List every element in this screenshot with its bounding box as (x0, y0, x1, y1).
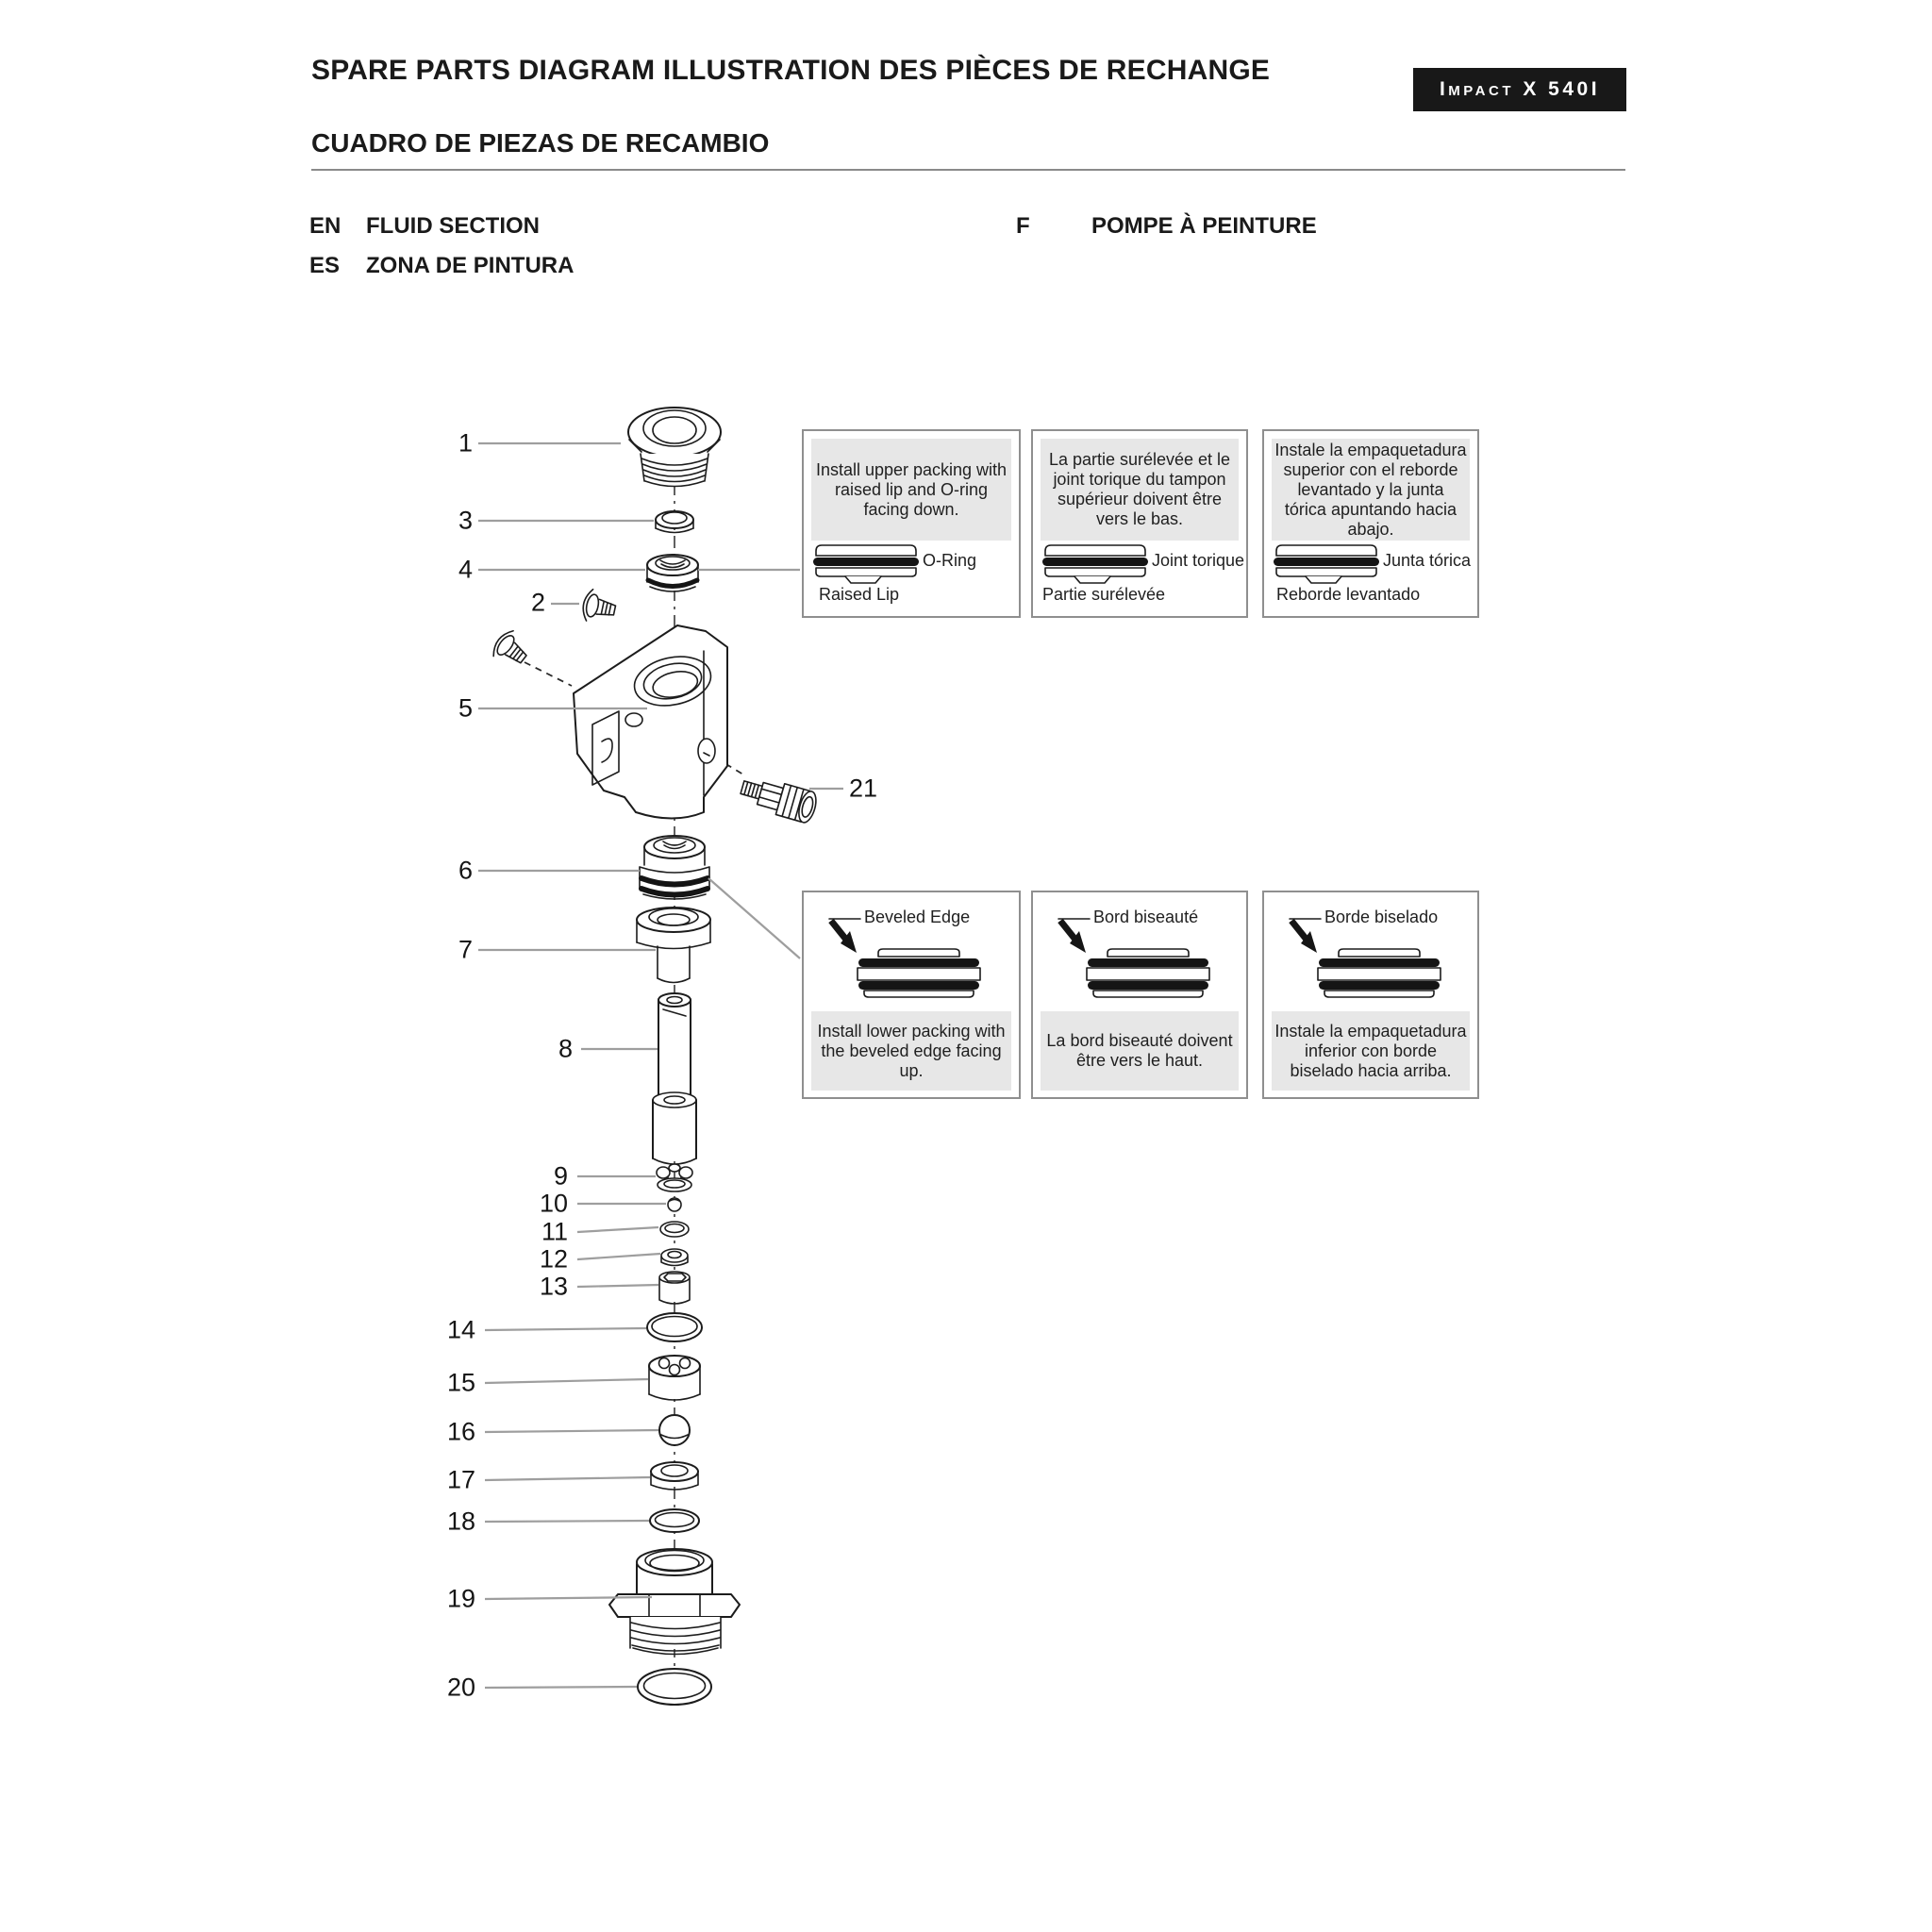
upper-packing-illustration (1274, 541, 1379, 587)
instruction-lower-fr: La bord biseauté doivent être vers le haut. (1041, 1011, 1239, 1091)
callout-upper-en (802, 429, 1021, 618)
part-17-seat-washer (651, 1462, 698, 1490)
part-15-valve-housing (649, 1356, 701, 1400)
arrow-shaft (831, 921, 846, 940)
part-label-11: 11 (541, 1217, 568, 1246)
body-screw (489, 627, 533, 672)
raised-lip-shape (1074, 576, 1110, 583)
part-10-ball (668, 1198, 681, 1211)
instruction-upper-en: Install upper packing with raised lip and O-ring facing down. (811, 439, 1011, 541)
lang-code-es: ES (309, 253, 341, 278)
raised-lip-label-fr: Partie surélevée (1042, 585, 1166, 604)
instruction-upper-es: Instale la empaquetadura superior con el reborde levantado y la junta tórica apuntando hacia abajo. (1272, 439, 1470, 541)
upper-packing-illustration (1042, 541, 1148, 587)
beveled-edge-shape (1108, 949, 1189, 957)
part-label-16: 16 (446, 1417, 475, 1446)
leader-to-lower-box (708, 878, 800, 958)
oring-label-fr: Joint torique (1152, 551, 1245, 570)
part-label-21: 21 (849, 774, 878, 803)
beveled-edge-shape (1339, 949, 1420, 957)
part-20-oring (638, 1669, 711, 1705)
callout-lower-en (802, 891, 1021, 1099)
instruction-lower-en: Install lower packing with the beveled edge facing up. (811, 1011, 1011, 1091)
part-6-lower-packing (640, 836, 709, 899)
raised-lip-label-en: Raised Lip (819, 585, 900, 604)
part-label-3: 3 (458, 506, 473, 535)
section-label-es: ZONA DE PINTURA (366, 253, 575, 278)
part-label-12: 12 (539, 1244, 568, 1274)
part-label-13: 13 (539, 1272, 568, 1301)
callout-lower-fr (1031, 891, 1248, 1099)
callout-upper-fr (1031, 429, 1248, 618)
part-label-14: 14 (446, 1315, 475, 1344)
part-14-oring (647, 1313, 702, 1341)
part-8-piston-rod (653, 993, 697, 1164)
callout-lower-es (1262, 891, 1479, 1099)
lang-code-fr: F (1016, 213, 1030, 239)
model-badge-label: Impact X 540I (1439, 78, 1601, 100)
instruction-lower-es: Instale la empaquetadura inferior con borde biselado hacia arriba. (1272, 1011, 1470, 1091)
part-13-sleeve (659, 1272, 691, 1304)
part-label-10: 10 (539, 1189, 568, 1218)
beveled-edge-shape (878, 949, 959, 957)
part-label-5: 5 (458, 693, 473, 723)
part-label-17: 17 (446, 1465, 475, 1494)
section-label-fr: POMPE À PEINTURE (1091, 213, 1317, 239)
oring-label-en: O-Ring (923, 551, 977, 570)
screw-dash-line (525, 662, 572, 686)
oring-band (1274, 558, 1379, 566)
part-label-20: 20 (446, 1673, 475, 1702)
oring-band (1042, 558, 1148, 566)
part-label-1: 1 (458, 428, 473, 458)
part-19-intake-valve (609, 1549, 740, 1655)
part-label-4: 4 (458, 555, 473, 584)
part-1-packing-nut (628, 408, 721, 487)
part-label-2: 2 (530, 588, 545, 617)
raised-lip-label-es: Reborde levantado (1276, 585, 1421, 604)
part-label-7: 7 (458, 935, 473, 964)
part-4-upper-packing (647, 555, 701, 591)
part-label-18: 18 (446, 1507, 475, 1536)
part-2-screw (580, 588, 618, 625)
part-18-oring (650, 1509, 699, 1532)
arrow-shaft (1291, 921, 1307, 940)
page-subtitle: CUADRO DE PIEZAS DE RECAMBIO (311, 128, 770, 158)
instruction-upper-fr: La partie surélevée et le joint torique du tampon supérieur doivent être vers le bas. (1041, 439, 1239, 541)
part-7-bushing (637, 908, 710, 983)
part-label-15: 15 (446, 1368, 475, 1397)
page-title: SPARE PARTS DIAGRAM ILLUSTRATION DES PIÈCES DE RECHANGE (311, 55, 1271, 86)
part-label-6: 6 (458, 856, 473, 885)
raised-lip-shape (1306, 576, 1341, 583)
part-21-fitting (738, 773, 819, 824)
part-label-19: 19 (446, 1584, 475, 1613)
section-label-en: FLUID SECTION (366, 213, 540, 239)
oring-label-es: Junta tórica (1383, 551, 1472, 570)
upper-packing-illustration (813, 541, 919, 587)
raised-lip-shape (845, 576, 881, 583)
part-16-ball (659, 1415, 690, 1445)
oring-band (813, 558, 919, 566)
part-5-pump-body (574, 625, 727, 819)
beveled-edge-label-fr: Bord biseauté (1093, 908, 1199, 926)
part-11-oring (660, 1222, 689, 1237)
lang-code-en: EN (309, 213, 341, 239)
callout-upper-es (1262, 429, 1479, 618)
part-label-9: 9 (553, 1161, 568, 1191)
part-12-washer (661, 1249, 688, 1266)
part-9-valve-guide (657, 1164, 692, 1191)
arrow-shaft (1060, 921, 1075, 940)
part-label-8: 8 (558, 1034, 573, 1063)
beveled-edge-label-es: Borde biselado (1324, 908, 1439, 926)
beveled-edge-label-en: Beveled Edge (864, 908, 971, 926)
